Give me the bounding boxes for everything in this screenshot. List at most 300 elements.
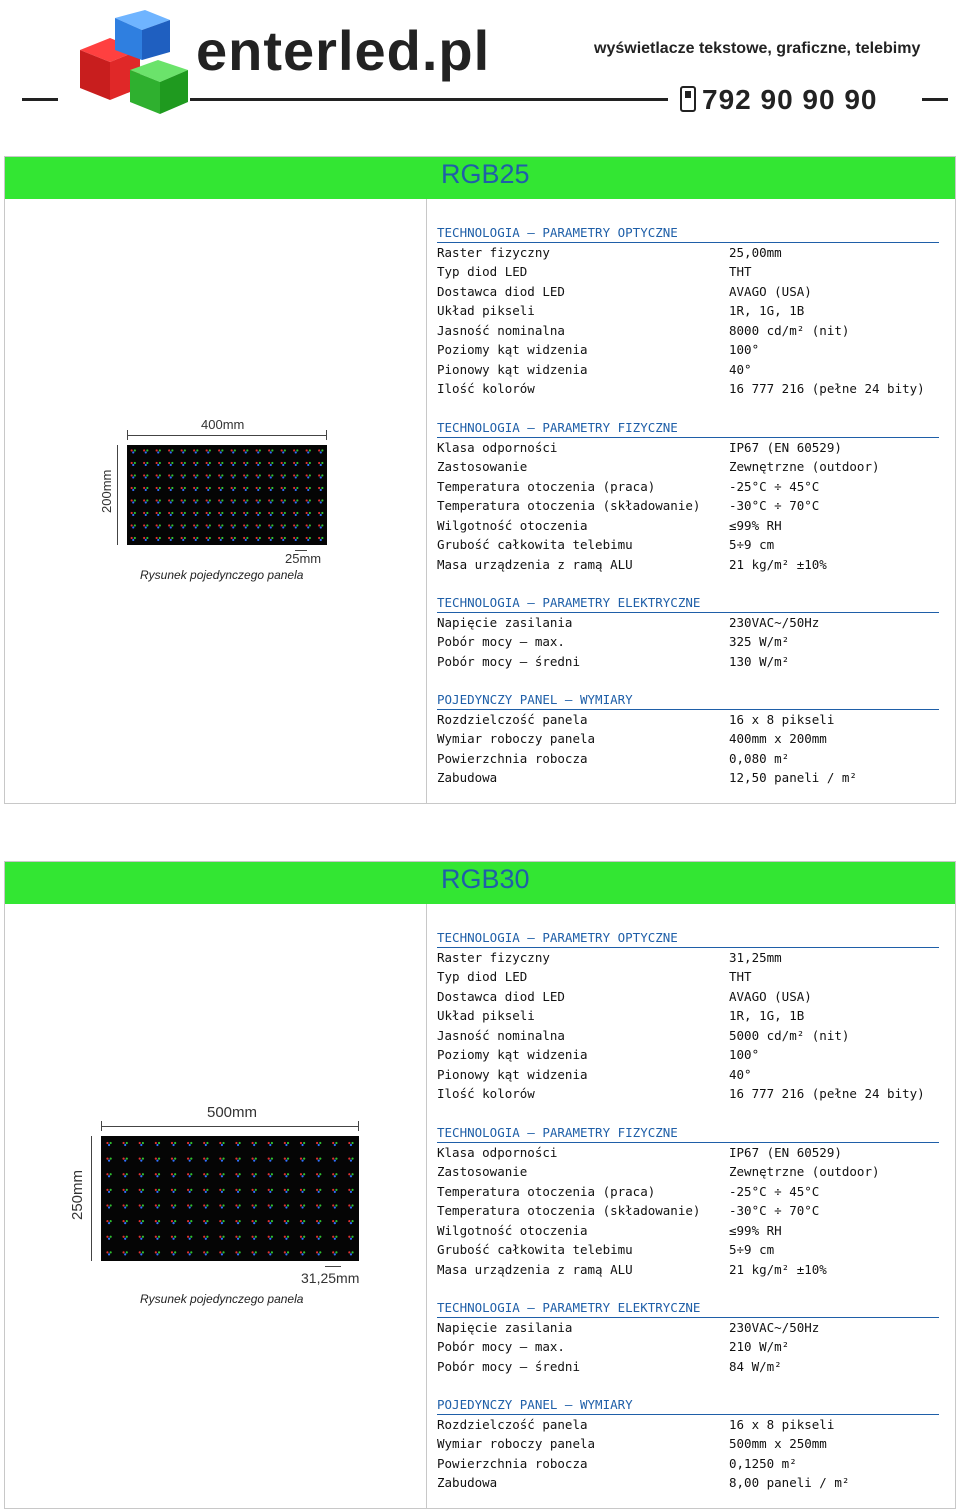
led-pixel [193,474,198,478]
led-pixel [122,1236,127,1240]
led-pixel [106,1204,111,1208]
led-pixel [316,1158,321,1162]
led-pixel [171,1189,176,1193]
led-pixel [131,499,136,503]
section-heading: POJEDYNCZY PANEL – WYMIARY [437,1395,939,1415]
spec-value: 84 W/m² [729,1358,782,1374]
spec-label: Zabudowa [437,770,498,785]
led-pixel [218,474,223,478]
led-pixel [106,1220,111,1224]
spec-value: ≤99% RH [729,1222,782,1238]
led-pixel [281,474,286,478]
spec-value: AVAGO (USA) [729,988,812,1004]
spec-value: 5÷9 cm [729,1242,775,1257]
led-pixel [143,474,148,478]
led-pixel [251,1158,256,1162]
led-pixel [139,1142,144,1146]
led-pixel [306,524,311,528]
led-pixel [218,537,223,541]
led-pixel [268,1204,273,1208]
spec-label: Jasność nominalna [437,322,565,338]
spec-value: 230VAC~/50Hz [729,1319,820,1335]
section-heading: TECHNOLOGIA – PARAMETRY FIZYCZNE [437,418,939,438]
led-pixel [316,1251,321,1255]
spec-row [437,1357,939,1377]
led-pixel [243,449,248,453]
led-pixel [139,1158,144,1162]
spec-value: IP67 (EN 60529) [729,1144,842,1160]
led-pixel [348,1158,353,1162]
led-pixel [332,1158,337,1162]
led-pixel [131,524,136,528]
spec-row [437,768,939,788]
section-heading: POJEDYNCZY PANEL – WYMIARY [437,690,939,710]
spec-label: Raster fizyczny [437,244,550,260]
led-pixel [155,1173,160,1177]
led-pixel [203,1189,208,1193]
led-pixel [181,537,186,541]
spec-value: 16 777 216 (pełne 24 bity) [729,1086,925,1101]
led-pixel [316,1173,321,1177]
led-pixel [219,1204,224,1208]
led-pixel [256,487,261,491]
led-pixel [143,487,148,491]
led-pixel [203,1204,208,1208]
led-pixel [284,1220,289,1224]
led-pixel [268,474,273,478]
led-pixel [131,462,136,466]
led-pixel [318,512,323,516]
spec-label: Masa urządzenia z ramą ALU [437,556,633,572]
led-pixel [181,512,186,516]
led-pixel [143,537,148,541]
spec-label: Pobór mocy – średni [437,1358,580,1374]
led-pixel [122,1251,127,1255]
led-pixel [156,537,161,541]
led-pixel [332,1189,337,1193]
led-pixel [268,449,273,453]
led-pixel [293,524,298,528]
spec-label: Typ diod LED [437,969,528,984]
led-pixel [218,524,223,528]
led-pixel [268,462,273,466]
spec-label: Dostawca diod LED [437,988,565,1004]
led-pixel [206,487,211,491]
led-pixel [251,1142,256,1146]
led-pixel [203,1251,208,1255]
spec-label: Ilość kolorów [437,381,535,396]
led-pixel [143,524,148,528]
led-pixel [300,1158,305,1162]
height-dimension-line [117,445,118,545]
spec-value: 100° [729,342,760,357]
panel-caption: Rysunek pojedynczego panela [140,568,304,582]
led-pixel [155,1204,160,1208]
led-pixel [256,474,261,478]
spec-label: Poziomy kąt widzenia [437,342,588,357]
led-pixel [143,462,148,466]
led-pixel [235,1158,240,1162]
led-pixel [218,462,223,466]
spec-row [437,1143,939,1163]
led-pixel [193,512,198,516]
width-dimension-label: 400mm [201,417,245,432]
led-pixel [268,524,273,528]
spec-value: Zewnętrzne (outdoor) [729,459,880,474]
led-pixel [318,524,323,528]
led-panel-drawing [101,1136,359,1261]
spec-label: Pobór mocy – max. [437,634,565,649]
led-pixel [181,499,186,503]
led-pixel [171,1158,176,1162]
width-dimension-label: 500mm [207,1104,258,1121]
led-pixel [268,1142,273,1146]
spec-label: Rozdzielczość panela [437,711,588,727]
led-pixel [218,512,223,516]
spec-row [437,1337,939,1357]
led-pixel [348,1204,353,1208]
led-pixel [203,1173,208,1177]
spec-value: 100° [729,1047,760,1062]
spec-label: Temperatura otoczenia (praca) [437,1183,656,1199]
led-pixel [318,499,323,503]
spec-row [437,1221,939,1241]
led-pixel [281,537,286,541]
spec-row [437,438,939,458]
led-pixel [316,1236,321,1240]
spec-value: 500mm x 250mm [729,1436,827,1451]
spec-row [437,652,939,672]
spec-label: Wymiar roboczy panela [437,1436,596,1451]
led-pixel [300,1142,305,1146]
led-pixel [235,1189,240,1193]
led-pixel [106,1173,111,1177]
section-heading: TECHNOLOGIA – PARAMETRY ELEKTRYCZNE [437,1298,939,1318]
led-pixel [122,1173,127,1177]
spec-value: 5000 cd/m² (nit) [729,1027,850,1043]
spec-value: 400mm x 200mm [729,731,827,746]
spec-value: 16 777 216 (pełne 24 bity) [729,381,925,396]
led-pixel [193,499,198,503]
panel-figure-column [5,199,427,803]
spec-value: 8,00 paneli / m² [729,1475,850,1490]
led-pixel [306,537,311,541]
spec-label: Ilość kolorów [437,1086,535,1101]
led-pixel [131,512,136,516]
led-pixel [284,1189,289,1193]
spec-label: Dostawca diod LED [437,283,565,299]
led-pixel [318,474,323,478]
phone-number: 792 90 90 90 [702,84,878,115]
width-dimension-tick [326,430,327,440]
spec-label: Zastosowanie [437,459,528,474]
spec-label: Zabudowa [437,1475,498,1490]
led-pixel [187,1189,192,1193]
led-pixel [139,1189,144,1193]
section-heading: TECHNOLOGIA – PARAMETRY FIZYCZNE [437,1123,939,1143]
spec-label: Napięcie zasilania [437,1319,573,1335]
led-pixel [348,1189,353,1193]
led-pixel [316,1220,321,1224]
led-pixel [300,1204,305,1208]
led-pixel [268,1189,273,1193]
spec-label: Pionowy kąt widzenia [437,1066,588,1082]
led-pixel [131,487,136,491]
led-pixel [243,474,248,478]
led-pixel [219,1189,224,1193]
led-pixel [293,499,298,503]
spec-label: Zastosowanie [437,1164,528,1179]
led-pixel [168,462,173,466]
led-pixel [332,1220,337,1224]
led-pixel [187,1142,192,1146]
spec-row [437,516,939,536]
width-dimension-tick [127,430,128,440]
spec-label: Wilgotność otoczenia [437,517,588,533]
height-dimension-label: 200mm [99,469,114,513]
led-pixel [156,499,161,503]
led-pixel [268,537,273,541]
led-pixel [168,474,173,478]
spec-label: Grubość całkowita telebimu [437,537,633,552]
header-rule-mid [190,98,668,101]
pitch-dimension-label: 25mm [285,551,322,566]
led-pixel [251,1251,256,1255]
led-pixel [143,512,148,516]
led-pixel [168,537,173,541]
spec-value: THT [729,969,752,984]
spec-row [437,613,939,633]
led-pixel [235,1251,240,1255]
spec-row [437,749,939,769]
led-pixel [256,512,261,516]
spec-row [437,535,939,555]
led-pixel [348,1173,353,1177]
spec-value: 12,50 paneli / m² [729,770,857,785]
led-pixel [316,1142,321,1146]
led-pixel [243,499,248,503]
led-pixel [155,1251,160,1255]
spec-value: -25°C ÷ 45°C [729,1183,820,1199]
led-pixel [131,449,136,453]
led-pixel [251,1173,256,1177]
led-pixel [231,449,236,453]
spec-value: AVAGO (USA) [729,283,812,299]
led-pixel [193,462,198,466]
led-pixel [193,449,198,453]
led-pixel [131,537,136,541]
led-pixel [168,487,173,491]
led-pixel [243,524,248,528]
spec-value: Zewnętrzne (outdoor) [729,1164,880,1179]
led-pixel [251,1189,256,1193]
width-dimension-tick [101,1121,102,1131]
led-pixel [284,1142,289,1146]
led-pixel [235,1142,240,1146]
led-pixel [106,1142,111,1146]
led-pixel [231,474,236,478]
spec-row [437,710,939,730]
led-pixel [139,1251,144,1255]
led-pixel [256,524,261,528]
panel-caption: Rysunek pojedynczego panela [140,1292,304,1306]
product-title-bar [5,862,955,904]
led-pixel [187,1251,192,1255]
spec-value: 1R, 1G, 1B [729,303,805,318]
spec-value: 25,00mm [729,244,782,260]
spec-value: 16 x 8 pikseli [729,1416,835,1432]
spec-row [437,321,939,341]
led-pixel [155,1236,160,1240]
led-pixel [300,1220,305,1224]
led-pixel [187,1158,192,1162]
led-pixel [156,449,161,453]
led-pixel [106,1236,111,1240]
led-pixel [203,1158,208,1162]
spec-row [437,1415,939,1435]
led-pixel [171,1236,176,1240]
led-pixel [231,512,236,516]
led-pixel [231,537,236,541]
led-pixel [219,1236,224,1240]
led-pixel [243,537,248,541]
led-pixel [348,1236,353,1240]
led-pixel [171,1204,176,1208]
spec-value: 31,25mm [729,949,782,965]
spec-row [437,457,939,477]
led-pixel [139,1220,144,1224]
spec-value: -30°C ÷ 70°C [729,498,820,513]
spec-value: 5÷9 cm [729,537,775,552]
led-pixel [231,499,236,503]
led-pixel [300,1236,305,1240]
spec-label: Wymiar roboczy panela [437,731,596,746]
header-rule-right [922,98,948,101]
led-pixel [281,449,286,453]
led-pixel [122,1142,127,1146]
led-pixel [203,1142,208,1146]
spec-row [437,987,939,1007]
spec-label: Powierzchnia robocza [437,1455,588,1471]
led-pixel [143,499,148,503]
product-title-bar [5,157,955,199]
spec-row [437,1026,939,1046]
led-pixel [348,1220,353,1224]
spec-value: ≤99% RH [729,517,782,533]
spec-value: -30°C ÷ 70°C [729,1203,820,1218]
led-pixel [306,512,311,516]
led-pixel [181,462,186,466]
panel-figure-column [5,904,427,1508]
spec-row [437,1182,939,1202]
led-pixel [156,512,161,516]
led-pixel [300,1251,305,1255]
spec-label: Temperatura otoczenia (składowanie) [437,498,701,513]
led-pixel [293,487,298,491]
led-pixel [293,474,298,478]
led-pixel [256,462,261,466]
led-pixel [106,1251,111,1255]
product-title: RGB25 [441,159,530,189]
cubes-logo-icon [70,10,195,115]
led-pixel [231,462,236,466]
led-pixel [284,1158,289,1162]
led-pixel [293,537,298,541]
led-pixel [256,537,261,541]
led-pixel [206,512,211,516]
led-pixel [284,1173,289,1177]
led-pixel [306,499,311,503]
spec-value: 1R, 1G, 1B [729,1008,805,1023]
pitch-dimension-line [325,1266,341,1267]
logo-text: enterled.pl [196,19,491,82]
led-pixel [251,1220,256,1224]
led-pixel [122,1158,127,1162]
spec-value: 40° [729,1066,752,1082]
led-pixel [155,1142,160,1146]
spec-row [437,243,939,263]
led-pixel [293,449,298,453]
led-pixel [206,524,211,528]
spec-value: 210 W/m² [729,1339,790,1354]
led-pixel [203,1220,208,1224]
led-pixel [131,474,136,478]
led-pixel [268,1158,273,1162]
spec-row [437,379,939,399]
led-pixel [139,1236,144,1240]
led-pixel [243,487,248,491]
spec-label: Raster fizyczny [437,949,550,965]
led-pixel [318,487,323,491]
led-pixel [306,487,311,491]
spec-row [437,1260,939,1280]
width-dimension-line [127,435,327,436]
led-pixel [281,462,286,466]
led-panel-drawing [127,445,327,545]
spec-value: 16 x 8 pikseli [729,711,835,727]
led-pixel [156,474,161,478]
led-pixel [306,462,311,466]
led-pixel [284,1236,289,1240]
spec-row [437,1240,939,1260]
led-pixel [256,499,261,503]
led-pixel [106,1189,111,1193]
spec-label: Pionowy kąt widzenia [437,361,588,377]
led-pixel [268,1173,273,1177]
led-pixel [268,487,273,491]
led-pixel [187,1173,192,1177]
spec-row [437,360,939,380]
led-pixel [181,487,186,491]
spec-label: Poziomy kąt widzenia [437,1047,588,1062]
spec-value: 8000 cd/m² (nit) [729,322,850,338]
led-pixel [316,1189,321,1193]
led-pixel [206,499,211,503]
spec-label: Wilgotność otoczenia [437,1222,588,1238]
led-pixel [318,462,323,466]
spec-row [437,1065,939,1085]
spec-row [437,282,939,302]
led-pixel [155,1189,160,1193]
height-dimension-line [91,1136,92,1261]
led-pixel [193,537,198,541]
spec-label: Powierzchnia robocza [437,750,588,766]
led-pixel [206,537,211,541]
led-pixel [181,449,186,453]
spec-label: Napięcie zasilania [437,614,573,630]
led-pixel [268,1236,273,1240]
spec-row [437,477,939,497]
